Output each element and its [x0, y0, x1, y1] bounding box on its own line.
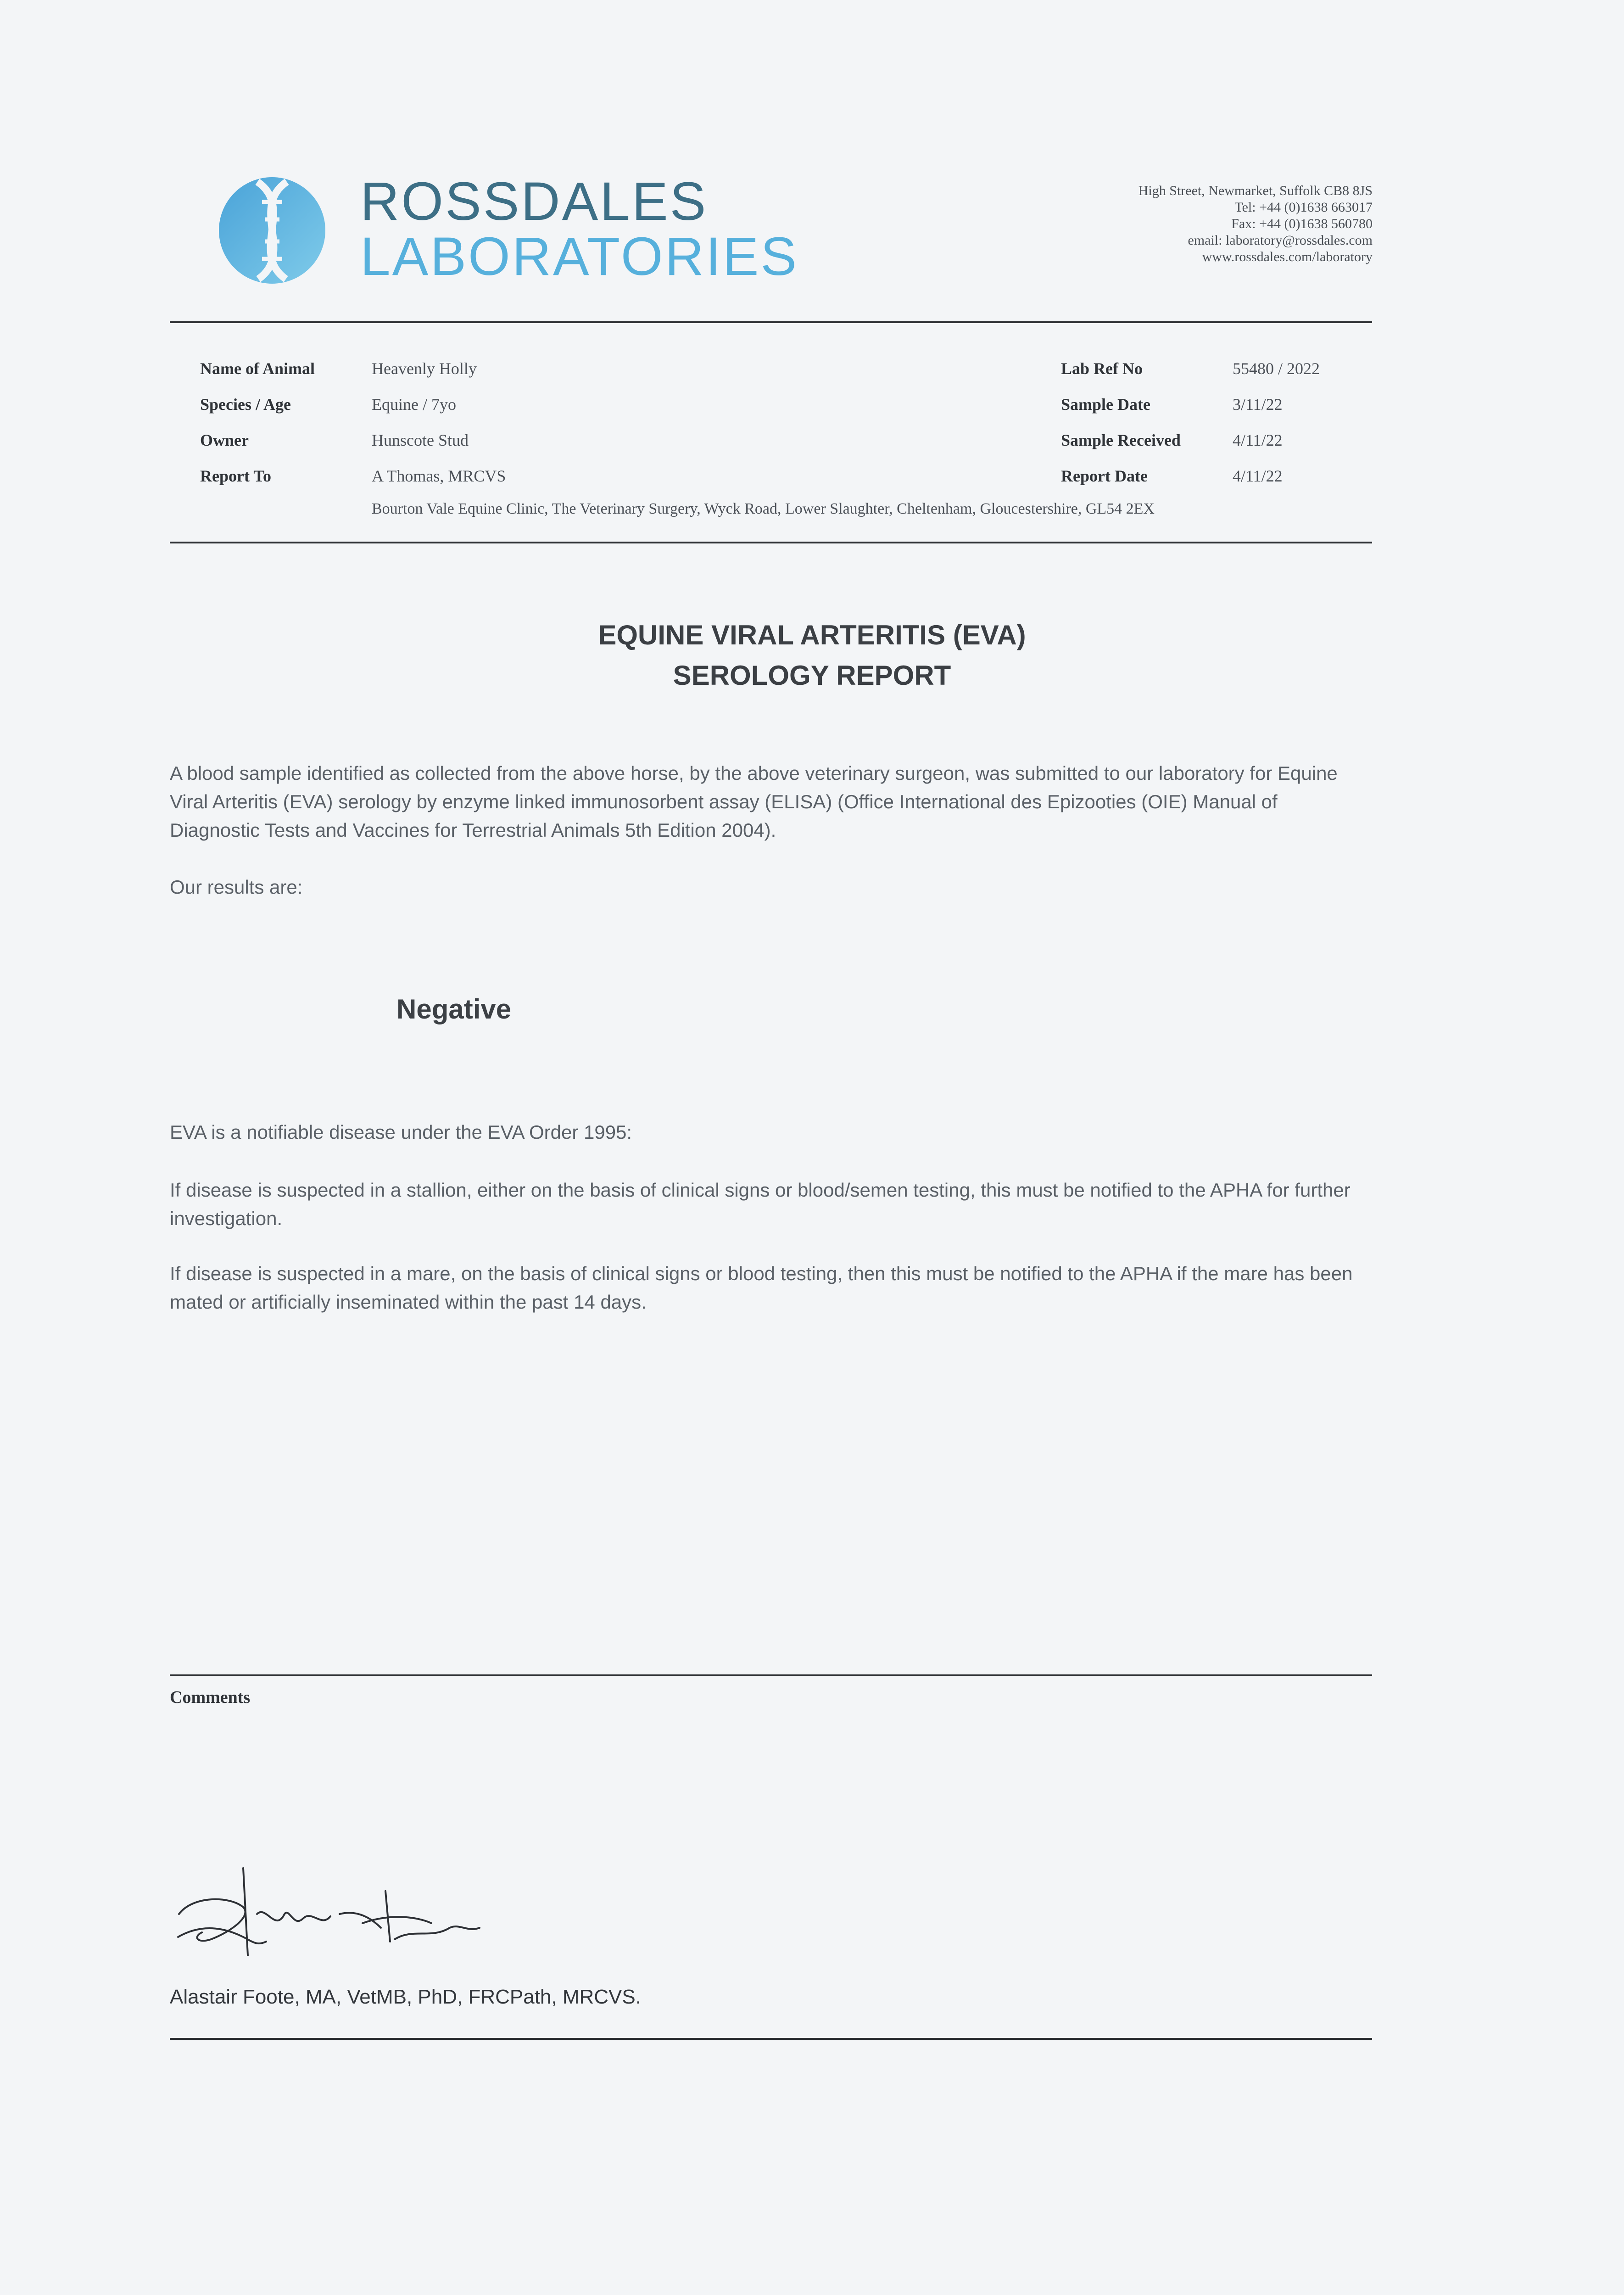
stallion-note: If disease is suspected in a stallion, either on the basis of clinical signs or blood/semen testing, this must be notified to the APHA for further investigation. — [170, 1179, 1351, 1229]
test-result: Negative — [396, 994, 512, 1024]
telephone-line: Tel: +44 (0)1638 663017 — [1234, 200, 1373, 215]
details-divider — [170, 542, 1372, 543]
name-of-animal-label: Name of Animal — [200, 359, 315, 378]
sample-date-label: Sample Date — [1061, 395, 1150, 414]
sample-received-label: Sample Received — [1061, 431, 1181, 449]
owner-label: Owner — [200, 431, 249, 449]
website-line: www.rossdales.com/laboratory — [1202, 249, 1373, 264]
results-intro: Our results are: — [170, 876, 303, 898]
footer-divider — [170, 2038, 1372, 2040]
fax-line: Fax: +44 (0)1638 560780 — [1231, 216, 1373, 231]
signature-image — [174, 1864, 486, 1969]
report-to-value: A Thomas, MRCVS — [372, 467, 506, 485]
report-title-line1: EQUINE VIRAL ARTERITIS (EVA) — [598, 620, 1026, 650]
sample-received-value: 4/11/22 — [1233, 431, 1283, 449]
report-date-label: Report Date — [1061, 467, 1148, 485]
report-date-value: 4/11/22 — [1233, 467, 1283, 485]
dna-logo-icon — [217, 175, 327, 285]
lab-address — [1138, 183, 1373, 265]
email-line: email: laboratory@rossdales.com — [1188, 233, 1373, 248]
owner-value: Hunscote Stud — [372, 431, 469, 449]
report-to-address: Bourton Vale Equine Clinic, The Veterinary Surgery, Wyck Road, Lower Slaughter, Cheltenham, Gloucestershire, GL54 2EX — [372, 500, 1155, 517]
lab-ref-label: Lab Ref No — [1061, 359, 1143, 378]
sample-date-value: 3/11/22 — [1233, 395, 1283, 414]
comments-divider — [170, 1674, 1372, 1676]
species-age-value: Equine / 7yo — [372, 395, 456, 414]
signatory-name: Alastair Foote, MA, VetMB, PhD, FRCPath, MRCVS. — [170, 1986, 641, 2008]
brand-name-line1: ROSSDALES — [360, 171, 708, 232]
report-to-label: Report To — [200, 467, 272, 485]
intro-paragraph: A blood sample identified as collected from the above horse, by the above veterinary surgeon, was submitted to our laboratory for Equine Viral Arteritis (EVA) serology by enzyme linked immunosorbent assay (ELISA) (Office International des Epizooties (OIE) Manual of Diagnostic Tests and Vaccines for Terrestrial Animals 5th Edition 2004). — [170, 762, 1338, 841]
name-of-animal-value: Heavenly Holly — [372, 359, 477, 378]
comments-label: Comments — [170, 1688, 251, 1707]
notifiable-note: EVA is a notifiable disease under the EVA Order 1995: — [170, 1121, 632, 1143]
address-line: High Street, Newmarket, Suffolk CB8 8JS — [1138, 183, 1373, 198]
mare-note: If disease is suspected in a mare, on the basis of clinical signs or blood testing, then this must be notified to the APHA if the mare has been mated or artificially inseminated within the past 14 days. — [170, 1263, 1353, 1313]
lab-ref-value: 55480 / 2022 — [1233, 359, 1320, 378]
report-title-line2: SEROLOGY REPORT — [673, 660, 951, 691]
species-age-label: Species / Age — [200, 395, 291, 414]
brand-name-line2: LABORATORIES — [360, 226, 799, 287]
header-divider — [170, 321, 1372, 323]
